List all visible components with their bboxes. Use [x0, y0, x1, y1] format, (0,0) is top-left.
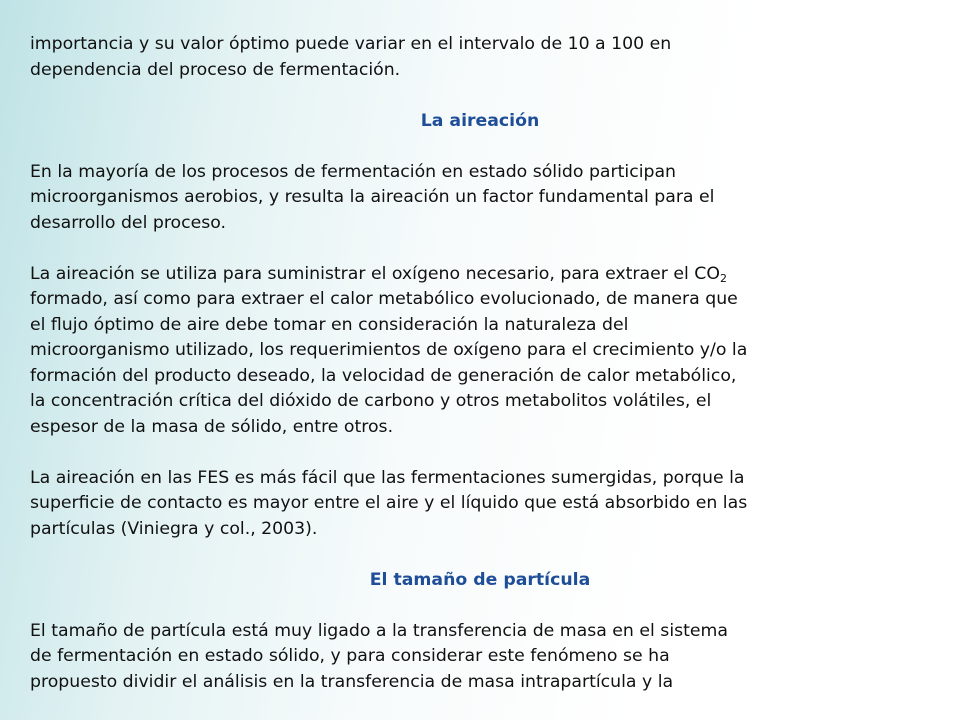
para2-line: formado, así como para extraer el calor metabólico evolucionado, de manera que: [30, 289, 738, 309]
document-page: [30, 32, 930, 695]
para2-line: [30, 262, 930, 288]
para3-line: partículas (Viniegra y col., 2003).: [30, 518, 318, 539]
para1-line: desarrollo del proceso.: [30, 212, 227, 233]
para2-line: el flujo óptimo de aire debe tomar en consideración la naturaleza del: [30, 314, 629, 335]
para4-line: propuesto dividir el análisis en la transferencia de masa intrapartícula y la: [30, 671, 674, 692]
co2-subscript: 2: [719, 271, 727, 285]
para4-line: El tamaño de partícula está muy ligado a la transferencia de masa en el sistema: [30, 620, 728, 641]
intro-line: dependencia del proceso de fermentación.: [30, 59, 401, 80]
heading-tamano-particula: El tamaño de partícula: [369, 569, 591, 590]
para1-line: En la mayoría de los procesos de fermentación en estado sólido participan: [30, 161, 677, 182]
para2-line: espesor de la masa de sólido, entre otros.: [30, 416, 394, 437]
para2-line: formación del producto deseado, la velocidad de generación de calor metabólico,: [30, 365, 737, 386]
intro-line: importancia y su valor óptimo puede variar en el intervalo de 10 a 100 en: [30, 34, 672, 54]
para2-first-text: La aireación se utiliza para suministrar el oxígeno necesario, para extraer el CO: [30, 263, 720, 284]
heading-aireacion: La aireación: [420, 110, 540, 131]
para1-line: microorganismos aerobios, y resulta la aireación un factor fundamental para el: [30, 187, 715, 207]
para3-line: La aireación en las FES es más fácil que las fermentaciones sumergidas, porque la: [30, 467, 745, 488]
para2-line: microorganismo utilizado, los requerimientos de oxígeno para el crecimiento y/o la: [30, 340, 748, 360]
para3-line: superficie de contacto es mayor entre el aire y el líquido que está absorbido en las: [30, 493, 748, 513]
para2-line: la concentración crítica del dióxido de carbono y otros metabolitos volátiles, el: [30, 391, 712, 411]
para4-line: de fermentación en estado sólido, y para considerar este fenómeno se ha: [30, 646, 670, 666]
